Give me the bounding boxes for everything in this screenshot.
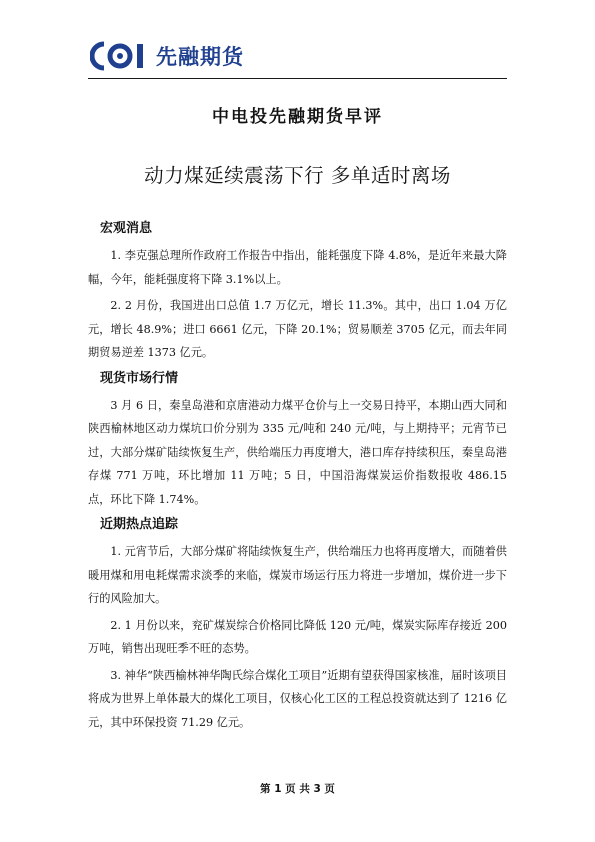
paragraph: 1. 元宵节后，大部分煤矿将陆续恢复生产，供给端压力也将再度增大，而随着供暖用煤和用电耗煤需求淡季的来临，煤炭市场运行压力将进一步增加，煤价进一步下行的风险加大。 bbox=[88, 545, 507, 605]
company-logo bbox=[90, 38, 244, 74]
report-body bbox=[88, 218, 507, 737]
paragraph: 2. 1 月份以来，兖矿煤炭综合价格同比降低 120 元/吨，煤炭实际库存接近 200 万吨，销售出现旺季不旺的态势。 bbox=[88, 618, 507, 655]
section-heading: 近期热点追踪 bbox=[100, 517, 179, 532]
logo-company-name: 先融期货 bbox=[156, 45, 244, 69]
paragraph: 3. 神华“陕西榆林神华陶氏综合煤化工项目”近期有望获得国家核准，届时该项目将成为世界上单体最大的煤化工项目，仅核心化工区的工程总投资就达到了 1216 亿元，其中环保投资 71.29 亿元。 bbox=[88, 668, 507, 729]
section-hot-topics bbox=[88, 514, 507, 734]
section-heading: 宏观消息 bbox=[100, 221, 153, 236]
header-rule bbox=[88, 78, 507, 79]
section-spot-market bbox=[88, 368, 507, 512]
paragraph: 2. 2 月份，我国进出口总值 1.7 万亿元，增长 11.3%。其中，出口 1.04 万亿元，增长 48.9%；进口 6661 亿元，下降 20.1%；贸易顺差 3705 亿元，而去年同期贸易逆差 1373 亿元。 bbox=[88, 299, 507, 359]
main-title: 动力煤延续震荡下行 多单适时离场 bbox=[144, 164, 451, 187]
logo-mark-icon bbox=[90, 41, 150, 71]
paragraph: 3 月 6 日，秦皇岛港和京唐港动力煤平仓价与上一交易日持平，本期山西大同和陕西榆林地区动力煤坑口价分别为 335 元/吨和 240 元/吨，与上期持平；元宵节已过，大部分煤矿陆续恢复生产，供给端压力再度增大，港口库存持续积压，秦皇岛港存煤 771 万吨，环比增加 11 万吨；5 日，中国沿海煤炭运价指数报收 486.15 点，环比下降 1.74%。 bbox=[88, 398, 507, 506]
brief-title: 中电投先融期货早评 bbox=[212, 107, 383, 127]
section-macro bbox=[88, 218, 507, 365]
section-heading: 现货市场行情 bbox=[100, 370, 179, 386]
paragraph: 1. 李克强总理所作政府工作报告中指出，能耗强度下降 4.8%，是近年来最大降幅，今年，能耗强度将下降 3.1%以上。 bbox=[88, 249, 507, 286]
page-number: 第 1 页 共 3 页 bbox=[260, 783, 335, 795]
